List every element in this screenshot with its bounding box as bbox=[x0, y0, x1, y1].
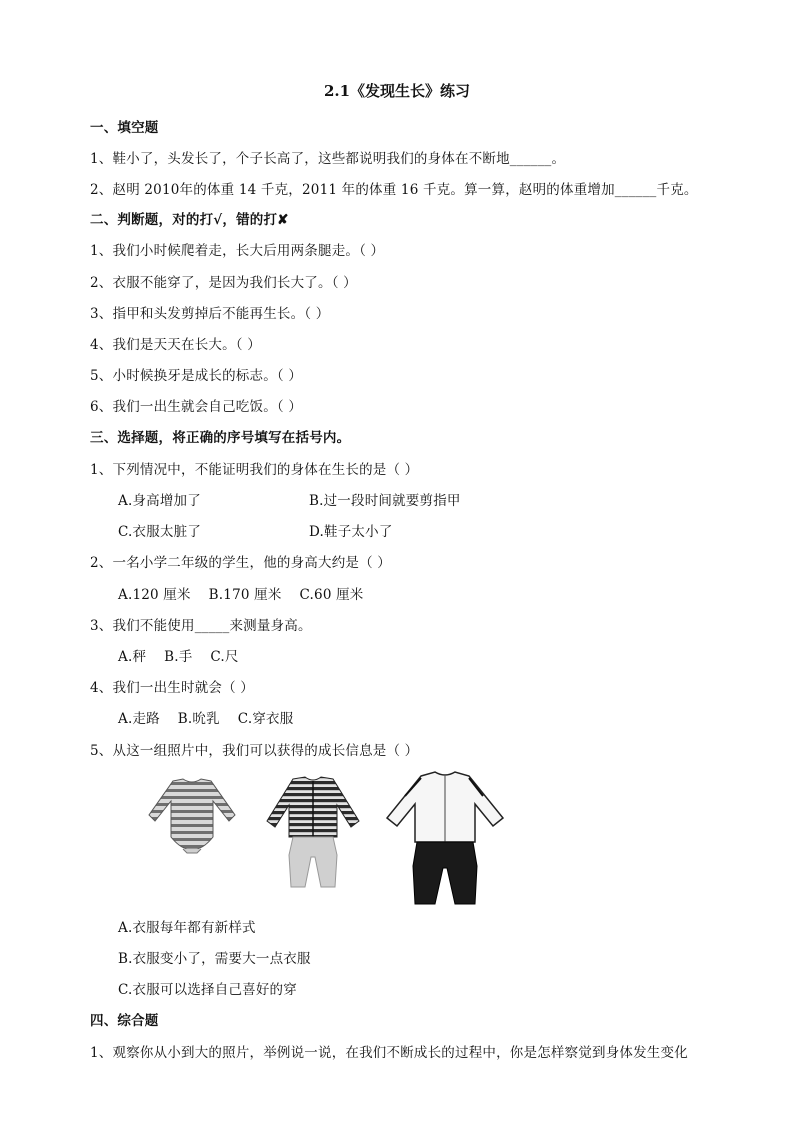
judge-question-5: 5、小时候换牙是成长的标志。（ ） bbox=[90, 368, 303, 384]
page-title: 2.1《发现生长》练习 bbox=[323, 82, 471, 100]
choice-1-option-d: D.鞋子太小了 bbox=[309, 524, 393, 540]
baby-bodysuit-photo bbox=[143, 775, 241, 855]
fill-question-1: 1、鞋小了，头发长了，个子长高了，这些都说明我们的身体在不断地______。 bbox=[90, 151, 566, 167]
choice-question-3: 3、我们不能使用_____来测量身高。 bbox=[90, 618, 312, 634]
choice-1-option-b: B.过一段时间就要剪指甲 bbox=[309, 493, 461, 509]
choice-5-option-c: C.衣服可以选择自己喜好的穿 bbox=[118, 982, 297, 998]
choice-question-2: 2、一名小学二年级的学生，他的身高大约是（ ） bbox=[90, 555, 391, 571]
fill-question-2: 2、赵明 2010年的体重 14 千克，2011 年的体重 16 千克。算一算，赵明的体重增加______千克。 bbox=[90, 182, 698, 198]
judge-question-2: 2、衣服不能穿了，是因为我们长大了。（ ） bbox=[90, 275, 357, 291]
choice-1-option-a: A.身高增加了 bbox=[118, 493, 201, 509]
choice-1-option-c: C.衣服太脏了 bbox=[118, 524, 202, 540]
judge-question-3: 3、指甲和头发剪掉后不能再生长。（ ） bbox=[90, 306, 330, 322]
section-judge-heading: 二、判断题，对的打√，错的打✘ bbox=[90, 212, 289, 228]
judge-question-6: 6、我们一出生就会自己吃饭。（ ） bbox=[90, 399, 303, 415]
toddler-outfit-photo bbox=[263, 775, 363, 893]
section-comprehensive-heading: 四、综合题 bbox=[90, 1013, 159, 1029]
choice-4-options: A.走路 B.吮乳 C.穿衣服 bbox=[118, 711, 294, 727]
choice-question-5: 5、从这一组照片中，我们可以获得的成长信息是（ ） bbox=[90, 743, 419, 759]
judge-question-1: 1、我们小时候爬着走，长大后用两条腿走。（ ） bbox=[90, 243, 385, 259]
comprehensive-question-1: 1、观察你从小到大的照片，举例说一说，在我们不断成长的过程中，你是怎样察觉到身体发生变化 bbox=[90, 1045, 688, 1061]
choice-5-option-a: A.衣服每年都有新样式 bbox=[118, 920, 256, 936]
choice-2-options: A.120 厘米 B.170 厘米 C.60 厘米 bbox=[118, 587, 364, 603]
choice-5-option-b: B.衣服变小了，需要大一点衣服 bbox=[118, 951, 311, 967]
section-choice-heading: 三、选择题，将正确的序号填写在括号内。 bbox=[90, 430, 351, 446]
child-tracksuit-photo bbox=[383, 770, 507, 905]
judge-question-4: 4、我们是天天在长大。（ ） bbox=[90, 337, 261, 353]
choice-question-4: 4、我们一出生时就会（ ） bbox=[90, 680, 254, 696]
choice-3-options: A.秤 B.手 C.尺 bbox=[118, 649, 239, 665]
section-fill-heading: 一、填空题 bbox=[90, 120, 159, 136]
choice-question-1: 1、下列情况中，不能证明我们的身体在生长的是（ ） bbox=[90, 462, 419, 478]
